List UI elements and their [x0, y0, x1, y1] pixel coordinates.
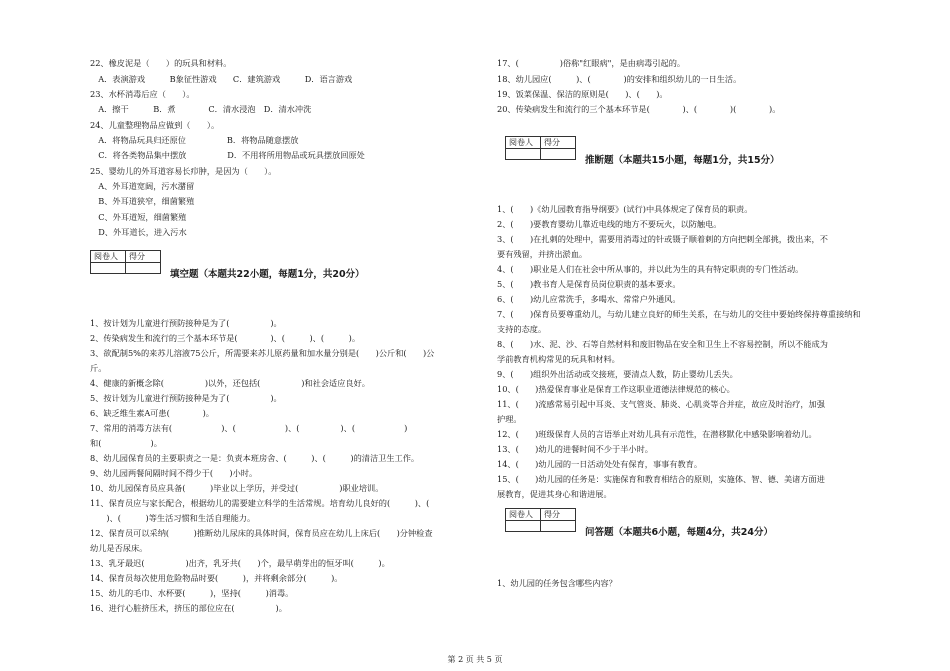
question-line: 支持的态度。	[497, 324, 547, 334]
score-label-grader: 阅卷人	[506, 137, 541, 149]
question-line: 4、健康的新概念除( )以外，还包括( )和社会适应良好。	[90, 378, 370, 388]
question-line: 展教育，促进其身心和谐进展。	[497, 489, 612, 499]
question-line: 3、欲配制5%的来苏儿溶液75公斤，所需要来苏儿原药量和加水量分别是( )公斤和( )公	[90, 348, 435, 358]
question-line: C、外耳道短，细菌繁殖	[90, 212, 187, 222]
question-line: 24、儿童整理物品应做到（ ）。	[90, 120, 220, 130]
page-footer: 第 2 页 共 5 页	[447, 655, 503, 664]
question-line: 8、( )水、泥、沙、石等自然材料和废旧物品在安全和卫生上不容易控制，所以不能成为	[497, 339, 828, 349]
score-cell[interactable]	[541, 521, 576, 532]
question-line: 22、橡皮泥是（ ）的玩具和材料。	[90, 58, 232, 68]
score-label-score: 得分	[126, 251, 161, 263]
question-line: 1、幼儿园的任务包含哪些内容？	[497, 578, 617, 588]
question-line: 13、( )幼儿的进餐时间不少于半小时。	[497, 444, 653, 454]
question-line: 16、进行心脏挤压术，挤压的部位应在( )。	[90, 603, 287, 613]
question-line: B、外耳道狭窄，细菌繁殖	[90, 196, 195, 206]
question-line: 15、( )幼儿园的任务是：实施保育和教育相结合的原则，实施体、智、德、美诸方面进	[497, 474, 825, 484]
question-line: A．擦干 B．煮 C．清水浸泡 D．清水冲洗	[90, 104, 312, 114]
question-line: 斤。	[90, 363, 107, 373]
question-line: A．表演游戏 B象征性游戏 C．建筑游戏 D．语言游戏	[90, 74, 353, 84]
question-line: 20、传染病发生和流行的三个基本环节是( )、( )( )。	[497, 104, 781, 114]
question-line: A．将物品玩具归还原位 B．将物品随意摆放	[90, 135, 299, 145]
question-line: 6、( )幼儿应常洗手，多喝水、常常户外通风。	[497, 294, 681, 304]
question-line: 15、幼儿的毛巾、水杯要( )，坚持( )消毒。	[90, 588, 294, 598]
question-line: 19、饭菜保温、保洁的原则是( )、( )。	[497, 89, 668, 99]
question-line: 10、( )热爱保育事业是保育工作这职业道德法律规范的核心。	[497, 384, 735, 394]
question-line: D、外耳道长，进入污水	[90, 227, 187, 237]
section-title-fill: 填空题（本题共22小题，每题1分，共20分）	[170, 269, 365, 280]
score-cell[interactable]	[541, 149, 576, 160]
question-line: 17、( )俗称"红眼病"，是由病毒引起的。	[497, 58, 686, 68]
score-cell[interactable]	[126, 263, 161, 274]
question-line: 8、幼儿园保育员的主要职责之一是：负责本班房舍、( )、( )的清洁卫生工作。	[90, 453, 420, 463]
score-cell[interactable]	[506, 149, 541, 160]
score-cell[interactable]	[506, 521, 541, 532]
question-line: 5、按计划为儿童进行预防接种是为了( )。	[90, 393, 282, 403]
question-line: 幼儿是否尿床。	[90, 543, 148, 553]
question-line: 13、乳牙最迟( )出齐，乳牙共( )个，最早萌芽出的恒牙叫( )。	[90, 558, 390, 568]
question-line: 7、常用的消毒方法有( )、( )、( )、( )	[90, 423, 408, 433]
question-line: A、外耳道宽阔，污水潴留	[90, 181, 195, 191]
question-line: C．将各类物品集中摆放 D．不用将所用物品或玩具摆放回原处	[90, 150, 365, 160]
question-line: 25、婴幼儿的外耳道容易长疖肿，是因为（ ）。	[90, 166, 277, 176]
question-line: 要有残留，并挤出淤血。	[497, 249, 588, 259]
score-label-grader: 阅卷人	[91, 251, 126, 263]
question-line: 23、水杯消毒后应（ ）。	[90, 89, 195, 99]
question-line: 18、幼儿园应( )、( )的安排和组织幼儿的一日生活。	[497, 74, 742, 84]
question-line: 2、( )要教育婴幼儿靠近电线的地方不要玩火，以防触电。	[497, 219, 722, 229]
question-line: 护理。	[497, 414, 522, 424]
question-line: 12、( )班级保育人员的言语举止对幼儿具有示范性，在潜移默化中感染影响着幼儿。	[497, 429, 817, 439]
question-line: 14、保育员每次使用危险物品时要( )，并将剩余部分( )。	[90, 573, 343, 583]
question-line: 1、按计划为儿童进行预防接种是为了( )。	[90, 318, 282, 328]
score-label-score: 得分	[541, 509, 576, 521]
question-line: 9、( )组织外出活动或交接班，要清点人数，防止婴幼儿丢失。	[497, 369, 738, 379]
question-line: 和( )。	[90, 438, 162, 448]
score-label-score: 得分	[541, 137, 576, 149]
question-line: )、( )等生活习惯和生活自理能力。	[90, 513, 256, 523]
question-line: 12、保育员可以采纳( )推断幼儿尿床的具体时间，保育员应在幼儿上床后( )分钟检查	[90, 528, 433, 538]
score-label-grader: 阅卷人	[506, 509, 541, 521]
question-line: 11、( )流感常易引起中耳炎、支气管炎、肺炎、心肌炎等合并症，故应及时治疗，加强	[497, 399, 825, 409]
question-line: 11、保育员应与家长配合，根据幼儿的需要建立科学的生活常规。培育幼儿良好的( )、(	[90, 498, 438, 508]
question-line: 9、幼儿园两餐间隔时间不得少于( )小时。	[90, 468, 258, 478]
question-line: 6、缺乏维生素A可患( )。	[90, 408, 214, 418]
question-line: 14、( )幼儿园的一日活动处处有保育，事事有教育。	[497, 459, 703, 469]
section-title-judge: 推断题（本题共15小题，每题1分，共15分）	[585, 155, 780, 166]
question-line: 4、( )职业是人们在社会中所从事的，并以此为生的具有特定职责的专门性活动。	[497, 264, 804, 274]
question-line: 学前教育机构常见的玩具和材料。	[497, 354, 620, 364]
question-line: 3、( )在扎刺的处理中，需要用消毒过的针或镊子顺着刺的方向把刺全部挑，拨出来，不	[497, 234, 828, 244]
question-line: 5、( )教书育人是保育员岗位职责的基本要求。	[497, 279, 681, 289]
question-line: 7、( )保育员要尊重幼儿，与幼儿建立良好的师生关系，在与幼儿的交往中要始终保持尊重接纳和	[497, 309, 861, 319]
score-cell[interactable]	[91, 263, 126, 274]
section-title-qa: 问答题（本题共6小题，每题4分，共24分）	[585, 527, 773, 538]
question-line: 2、传染病发生和流行的三个基本环节是( )、( )、( )。	[90, 333, 361, 343]
score-box	[505, 508, 576, 532]
score-box	[505, 136, 576, 160]
question-line: 1、( )《幼儿园教育指导纲要》(试行)中具体规定了保育员的职责。	[497, 204, 753, 214]
question-line: 10、幼儿园保育员应具备( )毕业以上学历，并受过( )职业培训。	[90, 483, 384, 493]
score-box	[90, 250, 161, 274]
